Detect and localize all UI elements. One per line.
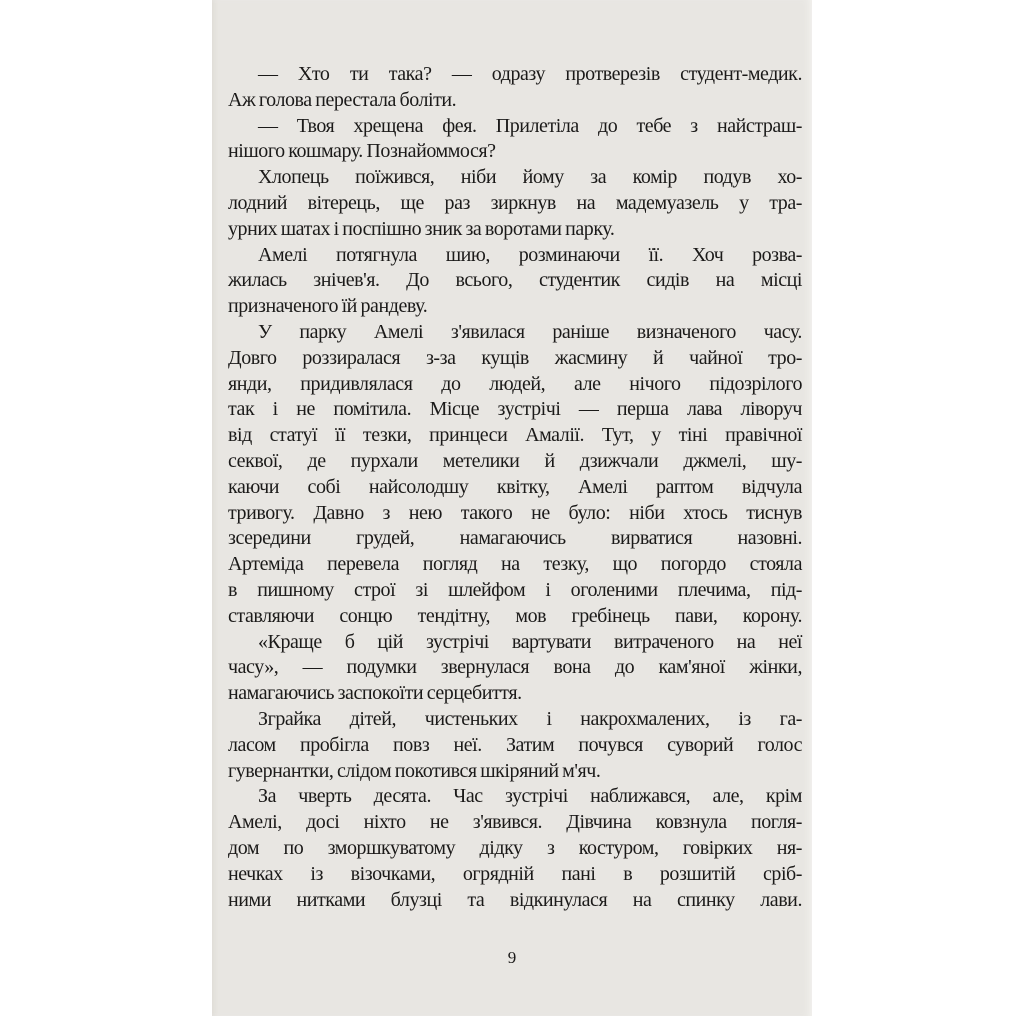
- text-line: Артеміда перевела погляд на тезку, що погордо стояла: [228, 553, 802, 576]
- page-number: 9: [507, 948, 517, 967]
- text-line: ними нитками блузці та відкинулася на спинку лави.: [228, 888, 802, 911]
- text-line: лодний вітерець, ще раз зиркнув на мадемуазель у тра-: [228, 191, 802, 214]
- text-line: намагаючись заспокоїти серцебиття.: [228, 682, 522, 705]
- text-line: зсередини грудей, намагаючись вирватися назовні.: [228, 527, 802, 550]
- text-line: тривогу. Давно з нею такого не було: ніби хтось тиснув: [228, 501, 802, 524]
- text-line: дом по зморшкуватому дідку з костуром, говірких ня-: [228, 836, 802, 859]
- text-line: У парку Амелі з'явилася раніше визначеного часу.: [258, 320, 802, 343]
- text-line: гувернантки, слідом покотився шкіряний м'яч.: [228, 759, 601, 782]
- text-line: жилась знічев'я. До всього, студентик сидів на місці: [228, 269, 802, 292]
- text-line: Амелі, досі ніхто не з'явився. Дівчина ковзнула погля-: [228, 811, 802, 834]
- text-line: призначеного їй рандеву.: [228, 295, 428, 318]
- text-line: нішого кошмару. Познайоммося?: [228, 140, 496, 163]
- text-line: «Краще б цій зустрічі вартувати витраченого на неї: [258, 630, 802, 653]
- text-line: Аж голова перестала боліти.: [228, 88, 457, 111]
- text-line: Амелі потягнула шию, розминаючи її. Хоч розва-: [258, 243, 802, 266]
- text-line: — Хто ти така? — одразу протверезів студент-медик.: [258, 63, 802, 85]
- text-line: в пишному строї зі шлейфом і оголеними плечима, під-: [228, 578, 802, 601]
- text-line: За чверть десята. Час зустрічі наближався, але, крім: [258, 785, 802, 808]
- text-line: від статуї її тезки, принцеси Амалії. Тут, у тіні правічної: [228, 424, 802, 447]
- text-line: нечках із візочками, огрядній пані в розшитій сріб-: [228, 862, 802, 885]
- text-line: Зграйка дітей, чистеньких і накрохмалених, із га-: [258, 707, 802, 730]
- text-line: янди, придивлялася до людей, але нічого підозрілого: [228, 372, 802, 395]
- text-line: — Твоя хрещена фея. Прилетіла до тебе з найстраш-: [258, 114, 802, 137]
- body-text: [228, 62, 802, 913]
- text-line: каючи собі найсолодшу квітку, Амелі раптом відчула: [228, 475, 802, 498]
- text-line: часу», — подумки звернулася вона до кам'яної жінки,: [228, 656, 802, 679]
- text-line: так і не помітила. Місце зустрічі — перша лава ліворуч: [228, 398, 802, 421]
- book-page: [212, 0, 812, 1016]
- text-line: секвої, де пурхали метелики й дзижчали джмелі, шу-: [228, 449, 802, 472]
- text-line: ласом пробігла повз неї. Затим почувся суворий голос: [228, 733, 802, 756]
- text-line: Довго роззиралася з-за кущів жасмину й чайної тро-: [228, 346, 802, 369]
- text-line: урних шатах і поспішно зник за воротами парку.: [228, 217, 615, 240]
- text-line: Хлопець поїжився, ніби йому за комір подув хо-: [258, 166, 802, 189]
- text-line: ставляючи сонцю тендітну, мов гребінець пави, корону.: [228, 604, 802, 627]
